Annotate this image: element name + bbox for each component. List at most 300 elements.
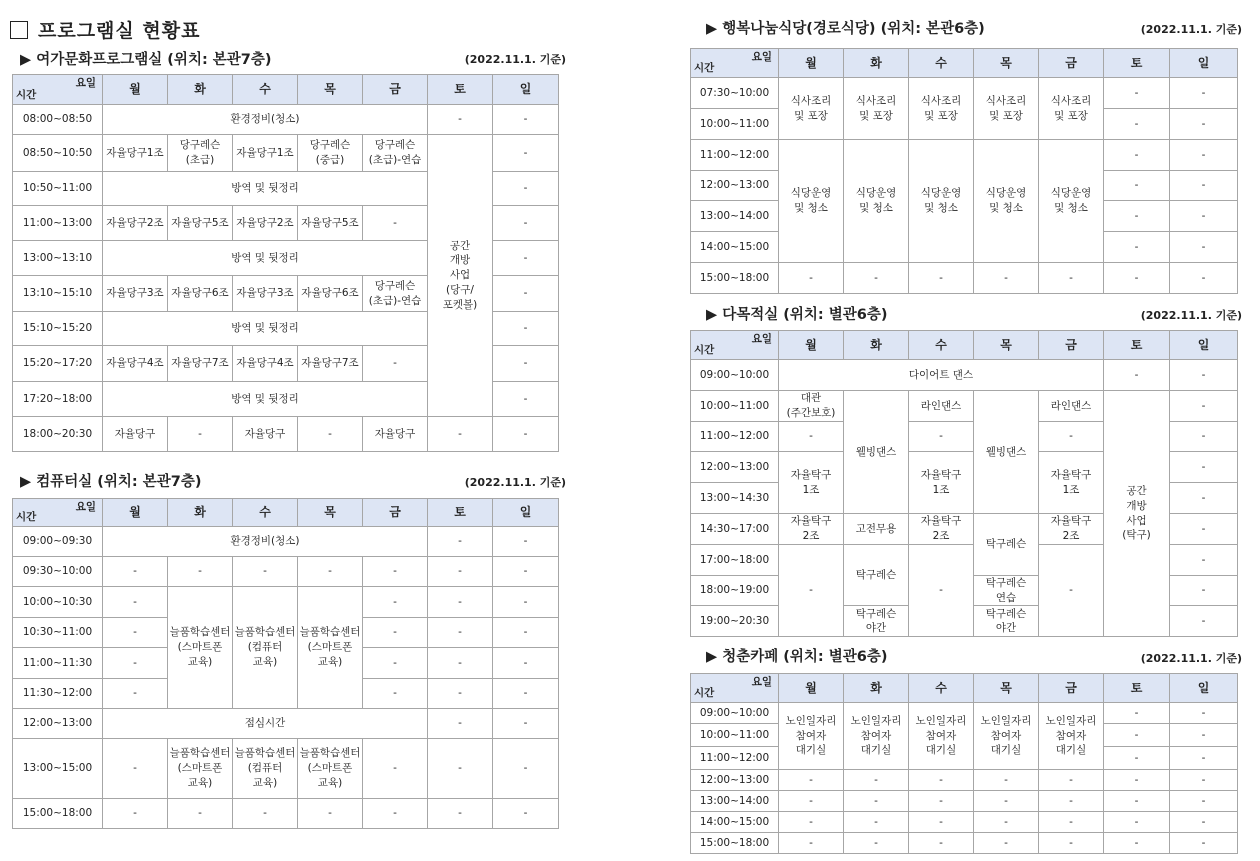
- schedule-cell: 늘품학습센터 (컴퓨터 교육): [233, 739, 298, 799]
- header-corner-time-label: 시간: [694, 62, 715, 75]
- schedule-cell: 식사조리 및 포장: [1039, 78, 1104, 140]
- schedule-cell: -: [493, 417, 559, 452]
- header-corner-day-label: 요일: [751, 676, 772, 688]
- schedule-cell: -: [493, 618, 559, 648]
- schedule-cell: 식당운영 및 청소: [1039, 140, 1104, 263]
- schedule-cell: -: [1170, 483, 1238, 514]
- table-row: [691, 833, 1238, 854]
- schedule-cell: -: [1170, 263, 1238, 294]
- schedule-cell: 라인댄스: [1039, 391, 1104, 422]
- table-row: [13, 135, 559, 172]
- schedule-cell: -: [1170, 514, 1238, 545]
- schedule-cell: -: [909, 422, 974, 452]
- time-slot-cell: 09:00~10:00: [691, 703, 779, 724]
- header-corner-time-label: 시간: [694, 344, 715, 357]
- schedule-cell: -: [1104, 109, 1170, 140]
- section-title-leisure: ▶ 여가문화프로그램실 (위치: 본관7층): [20, 52, 272, 68]
- schedule-cell: -: [844, 263, 909, 294]
- schedule-cell: 라인댄스: [909, 391, 974, 422]
- time-slot-cell: 08:50~10:50: [13, 135, 103, 172]
- schedule-cell: -: [428, 527, 493, 557]
- schedule-cell: -: [493, 709, 559, 739]
- time-slot-cell: 10:00~11:00: [691, 724, 779, 747]
- schedule-cell: -: [363, 648, 428, 679]
- schedule-cell: -: [1104, 833, 1170, 854]
- schedule-cell: -: [428, 618, 493, 648]
- table-multipurpose-room: [690, 330, 1238, 637]
- day-header: 금: [1039, 49, 1104, 78]
- schedule-cell: -: [428, 587, 493, 618]
- day-header: 토: [1104, 674, 1170, 703]
- table-row: [691, 703, 1238, 724]
- schedule-cell: -: [103, 799, 168, 829]
- schedule-cell: -: [363, 346, 428, 382]
- day-header: 목: [298, 75, 363, 105]
- schedule-cell: 탁구레슨: [974, 514, 1039, 576]
- schedule-cell: 자율당구4조: [103, 346, 168, 382]
- schedule-cell: -: [974, 770, 1039, 791]
- schedule-cell: -: [363, 799, 428, 829]
- header-corner: [13, 499, 103, 527]
- schedule-cell: 탁구레슨 야간: [844, 606, 909, 637]
- schedule-cell: -: [1170, 140, 1238, 171]
- time-slot-cell: 13:10~15:10: [13, 276, 103, 312]
- time-slot-cell: 15:00~18:00: [691, 833, 779, 854]
- schedule-cell: -: [103, 557, 168, 587]
- day-header: 목: [974, 674, 1039, 703]
- schedule-cell: -: [1170, 201, 1238, 232]
- header-corner: [13, 75, 103, 105]
- schedule-cell: -: [233, 799, 298, 829]
- schedule-cell: 방역 및 뒷정리: [103, 241, 428, 276]
- schedule-cell: -: [298, 417, 363, 452]
- schedule-cell: -: [909, 263, 974, 294]
- time-slot-cell: 13:00~14:00: [691, 791, 779, 812]
- schedule-cell: -: [779, 833, 844, 854]
- time-slot-cell: 09:00~09:30: [13, 527, 103, 557]
- schedule-cell: -: [363, 618, 428, 648]
- day-header: 월: [103, 75, 168, 105]
- schedule-cell: -: [1170, 724, 1238, 747]
- day-header: 토: [428, 499, 493, 527]
- day-header: 수: [233, 499, 298, 527]
- header-corner-day-label: 요일: [751, 333, 772, 345]
- schedule-cell: 탁구레슨 야간: [974, 606, 1039, 637]
- schedule-cell: -: [1039, 812, 1104, 833]
- schedule-cell: -: [493, 276, 559, 312]
- schedule-cell: -: [103, 679, 168, 709]
- schedule-cell: -: [1170, 452, 1238, 483]
- section-title-cafe: ▶ 청춘카페 (위치: 별관6층): [706, 649, 888, 665]
- schedule-cell: 노인일자리 참여자 대기실: [1039, 703, 1104, 770]
- schedule-cell: 자율당구1조: [103, 135, 168, 172]
- schedule-cell: 식사조리 및 포장: [844, 78, 909, 140]
- schedule-cell: 공간 개방 사업 (당구/ 포켓볼): [428, 135, 493, 417]
- section-date-leisure: (2022.11.1. 기준): [464, 53, 566, 66]
- schedule-cell: -: [363, 557, 428, 587]
- schedule-cell: -: [103, 587, 168, 618]
- time-slot-cell: 15:10~15:20: [13, 312, 103, 346]
- schedule-cell: -: [974, 263, 1039, 294]
- header-corner-day-label: 요일: [75, 77, 96, 89]
- schedule-cell: -: [1170, 606, 1238, 637]
- schedule-cell: -: [1104, 770, 1170, 791]
- schedule-cell: -: [103, 739, 168, 799]
- day-header: 금: [1039, 331, 1104, 360]
- schedule-cell: 고전무용: [844, 514, 909, 545]
- day-header: 월: [779, 331, 844, 360]
- schedule-cell: -: [779, 263, 844, 294]
- schedule-cell: -: [493, 587, 559, 618]
- schedule-cell: -: [103, 648, 168, 679]
- schedule-cell: -: [779, 812, 844, 833]
- table-row: [691, 770, 1238, 791]
- schedule-cell: -: [1170, 232, 1238, 263]
- schedule-cell: -: [493, 312, 559, 346]
- schedule-cell: -: [493, 105, 559, 135]
- day-header: 화: [844, 674, 909, 703]
- time-slot-cell: 11:30~12:00: [13, 679, 103, 709]
- day-header: 일: [1170, 331, 1238, 360]
- schedule-cell: 환경정비(청소): [103, 527, 428, 557]
- schedule-cell: -: [1104, 747, 1170, 770]
- schedule-cell: -: [1039, 263, 1104, 294]
- time-slot-cell: 08:00~08:50: [13, 105, 103, 135]
- schedule-cell: -: [1170, 770, 1238, 791]
- day-header: 일: [1170, 49, 1238, 78]
- day-header: 월: [779, 49, 844, 78]
- table-row: [13, 417, 559, 452]
- schedule-cell: 자율당구: [363, 417, 428, 452]
- day-header: 일: [493, 499, 559, 527]
- schedule-cell: -: [168, 799, 233, 829]
- schedule-cell: 웰빙댄스: [974, 391, 1039, 514]
- schedule-cell: -: [974, 833, 1039, 854]
- time-slot-cell: 10:00~11:00: [691, 391, 779, 422]
- header-corner: [691, 674, 779, 703]
- schedule-cell: -: [298, 799, 363, 829]
- schedule-cell: 공간 개방 사업 (탁구): [1104, 391, 1170, 637]
- schedule-cell: -: [1170, 171, 1238, 201]
- schedule-cell: -: [1170, 391, 1238, 422]
- schedule-cell: -: [428, 799, 493, 829]
- schedule-cell: 식사조리 및 포장: [779, 78, 844, 140]
- schedule-cell: -: [428, 557, 493, 587]
- time-slot-cell: 10:00~11:00: [691, 109, 779, 140]
- schedule-cell: 탁구레슨: [844, 545, 909, 606]
- schedule-cell: 자율당구7조: [168, 346, 233, 382]
- schedule-cell: -: [974, 791, 1039, 812]
- schedule-cell: -: [428, 739, 493, 799]
- schedule-cell: 자율당구7조: [298, 346, 363, 382]
- schedule-cell: 점심시간: [103, 709, 428, 739]
- schedule-cell: -: [1039, 833, 1104, 854]
- time-slot-cell: 17:20~18:00: [13, 382, 103, 417]
- time-slot-cell: 14:00~15:00: [691, 232, 779, 263]
- table-row: [691, 140, 1238, 171]
- schedule-cell: -: [493, 172, 559, 206]
- schedule-cell: -: [1104, 724, 1170, 747]
- schedule-cell: 자율탁구 1조: [1039, 452, 1104, 514]
- schedule-cell: -: [844, 770, 909, 791]
- table-row: [691, 360, 1238, 391]
- day-header: 금: [363, 499, 428, 527]
- schedule-cell: -: [909, 791, 974, 812]
- schedule-cell: -: [1039, 770, 1104, 791]
- schedule-cell: -: [1104, 360, 1170, 391]
- day-header: 수: [909, 331, 974, 360]
- header-corner-time-label: 시간: [694, 687, 715, 700]
- schedule-cell: -: [844, 833, 909, 854]
- schedule-cell: -: [909, 545, 974, 637]
- schedule-cell: 식당운영 및 청소: [974, 140, 1039, 263]
- schedule-cell: 탁구레슨 연습: [974, 576, 1039, 606]
- schedule-cell: -: [1170, 422, 1238, 452]
- day-header: 토: [1104, 49, 1170, 78]
- day-header: 화: [168, 75, 233, 105]
- header-corner-day-label: 요일: [75, 501, 96, 513]
- time-slot-cell: 13:00~13:10: [13, 241, 103, 276]
- schedule-cell: -: [1104, 140, 1170, 171]
- schedule-cell: 당구레슨 (중급): [298, 135, 363, 172]
- schedule-cell: 자율탁구 1조: [909, 452, 974, 514]
- schedule-cell: -: [1170, 703, 1238, 724]
- day-header: 화: [844, 49, 909, 78]
- schedule-cell: 식당운영 및 청소: [779, 140, 844, 263]
- schedule-cell: -: [168, 417, 233, 452]
- time-slot-cell: 12:00~13:00: [13, 709, 103, 739]
- time-slot-cell: 10:30~11:00: [13, 618, 103, 648]
- time-slot-cell: 13:00~15:00: [13, 739, 103, 799]
- table-row: [13, 557, 559, 587]
- schedule-cell: -: [298, 557, 363, 587]
- schedule-cell: 방역 및 뒷정리: [103, 172, 428, 206]
- schedule-cell: 당구레슨 (초급): [168, 135, 233, 172]
- schedule-cell: 노인일자리 참여자 대기실: [974, 703, 1039, 770]
- schedule-cell: -: [493, 648, 559, 679]
- schedule-cell: 자율당구4조: [233, 346, 298, 382]
- schedule-cell: -: [363, 739, 428, 799]
- time-slot-cell: 11:00~12:00: [691, 747, 779, 770]
- schedule-cell: -: [1170, 833, 1238, 854]
- schedule-cell: 웰빙댄스: [844, 391, 909, 514]
- schedule-cell: 자율당구: [233, 417, 298, 452]
- time-slot-cell: 18:00~19:00: [691, 576, 779, 606]
- schedule-cell: -: [909, 833, 974, 854]
- schedule-cell: -: [909, 812, 974, 833]
- schedule-cell: -: [1039, 545, 1104, 637]
- schedule-cell: 늘품학습센터 (컴퓨터 교육): [233, 587, 298, 709]
- checkbox-icon: [10, 21, 28, 39]
- schedule-cell: 당구레슨 (초급)-연습: [363, 135, 428, 172]
- header-corner: [691, 331, 779, 360]
- schedule-cell: -: [1104, 171, 1170, 201]
- table-leisure-room: [12, 74, 559, 452]
- schedule-cell: 늘품학습센터 (스마트폰 교육): [168, 739, 233, 799]
- time-slot-cell: 07:30~10:00: [691, 78, 779, 109]
- schedule-cell: -: [1039, 791, 1104, 812]
- schedule-cell: 식사조리 및 포장: [974, 78, 1039, 140]
- time-slot-cell: 10:50~11:00: [13, 172, 103, 206]
- schedule-cell: 노인일자리 참여자 대기실: [909, 703, 974, 770]
- day-header: 수: [233, 75, 298, 105]
- section-date-multipurpose: (2022.11.1. 기준): [1140, 309, 1242, 322]
- table-row: [691, 263, 1238, 294]
- schedule-cell: -: [909, 770, 974, 791]
- schedule-cell: -: [779, 422, 844, 452]
- schedule-cell: 늘품학습센터 (스마트폰 교육): [298, 739, 363, 799]
- schedule-cell: 식당운영 및 청소: [844, 140, 909, 263]
- time-slot-cell: 12:00~13:00: [691, 452, 779, 483]
- schedule-cell: 자율당구6조: [298, 276, 363, 312]
- table-row: [13, 799, 559, 829]
- schedule-cell: 자율당구3조: [103, 276, 168, 312]
- schedule-cell: 자율당구5조: [298, 206, 363, 241]
- schedule-cell: -: [1104, 201, 1170, 232]
- time-slot-cell: 15:00~18:00: [13, 799, 103, 829]
- header-corner-time-label: 시간: [16, 89, 37, 102]
- day-header: 목: [298, 499, 363, 527]
- schedule-cell: -: [493, 739, 559, 799]
- schedule-cell: -: [1104, 703, 1170, 724]
- schedule-cell: 당구레슨 (초급)-연습: [363, 276, 428, 312]
- table-row: [13, 587, 559, 618]
- schedule-cell: 노인일자리 참여자 대기실: [844, 703, 909, 770]
- table-row: [13, 527, 559, 557]
- section-title-dining: ▶ 행복나눔식당(경로식당) (위치: 본관6층): [706, 21, 985, 37]
- schedule-cell: -: [1170, 360, 1238, 391]
- schedule-cell: 자율당구2조: [103, 206, 168, 241]
- day-header: 목: [974, 331, 1039, 360]
- schedule-cell: 식당운영 및 청소: [909, 140, 974, 263]
- schedule-cell: 자율탁구 2조: [909, 514, 974, 545]
- schedule-cell: 자율당구3조: [233, 276, 298, 312]
- time-slot-cell: 09:00~10:00: [691, 360, 779, 391]
- header-corner-time-label: 시간: [16, 511, 37, 524]
- schedule-cell: -: [363, 587, 428, 618]
- schedule-cell: 자율당구: [103, 417, 168, 452]
- time-slot-cell: 11:00~11:30: [13, 648, 103, 679]
- schedule-cell: -: [779, 791, 844, 812]
- schedule-cell: -: [428, 105, 493, 135]
- schedule-cell: -: [168, 557, 233, 587]
- section-date-computer: (2022.11.1. 기준): [464, 476, 566, 489]
- schedule-cell: -: [363, 679, 428, 709]
- section-title-multipurpose: ▶ 다목적실 (위치: 별관6층): [706, 307, 888, 323]
- schedule-cell: -: [1039, 422, 1104, 452]
- time-slot-cell: 15:20~17:20: [13, 346, 103, 382]
- table-row: [13, 709, 559, 739]
- time-slot-cell: 12:00~13:00: [691, 770, 779, 791]
- day-header: 금: [363, 75, 428, 105]
- schedule-cell: -: [363, 206, 428, 241]
- day-header: 목: [974, 49, 1039, 78]
- schedule-cell: 늘품학습센터 (스마트폰 교육): [298, 587, 363, 709]
- table-row: [691, 812, 1238, 833]
- schedule-cell: -: [493, 346, 559, 382]
- schedule-cell: -: [233, 557, 298, 587]
- section-date-cafe: (2022.11.1. 기준): [1140, 652, 1242, 665]
- schedule-cell: -: [1170, 109, 1238, 140]
- schedule-cell: -: [1170, 747, 1238, 770]
- schedule-cell: -: [1170, 576, 1238, 606]
- table-row: [691, 791, 1238, 812]
- schedule-cell: -: [493, 135, 559, 172]
- schedule-cell: 다이어트 댄스: [779, 360, 1104, 391]
- header-corner-day-label: 요일: [751, 51, 772, 63]
- schedule-cell: -: [1104, 263, 1170, 294]
- table-computer-room: [12, 498, 559, 829]
- header-corner: [691, 49, 779, 78]
- schedule-cell: 자율탁구 2조: [1039, 514, 1104, 545]
- table-row: [13, 739, 559, 799]
- section-title-computer: ▶ 컴퓨터실 (위치: 본관7층): [20, 474, 202, 490]
- time-slot-cell: 14:00~15:00: [691, 812, 779, 833]
- schedule-cell: -: [1170, 545, 1238, 576]
- table-youth-cafe: [690, 673, 1238, 854]
- schedule-cell: 자율당구6조: [168, 276, 233, 312]
- day-header: 토: [428, 75, 493, 105]
- schedule-cell: 방역 및 뒷정리: [103, 382, 428, 417]
- time-slot-cell: 11:00~12:00: [691, 422, 779, 452]
- schedule-cell: -: [974, 812, 1039, 833]
- schedule-cell: -: [1170, 812, 1238, 833]
- day-header: 금: [1039, 674, 1104, 703]
- schedule-cell: 식사조리 및 포장: [909, 78, 974, 140]
- schedule-cell: 대관 (주간보호): [779, 391, 844, 422]
- schedule-cell: 방역 및 뒷정리: [103, 312, 428, 346]
- schedule-cell: -: [1170, 78, 1238, 109]
- time-slot-cell: 19:00~20:30: [691, 606, 779, 637]
- schedule-cell: -: [779, 770, 844, 791]
- schedule-cell: -: [844, 791, 909, 812]
- schedule-cell: -: [493, 527, 559, 557]
- schedule-cell: -: [103, 618, 168, 648]
- schedule-cell: -: [1104, 812, 1170, 833]
- schedule-cell: -: [493, 241, 559, 276]
- schedule-cell: -: [428, 709, 493, 739]
- day-header: 화: [844, 331, 909, 360]
- schedule-cell: -: [493, 557, 559, 587]
- schedule-cell: -: [493, 206, 559, 241]
- time-slot-cell: 13:00~14:00: [691, 201, 779, 232]
- time-slot-cell: 15:00~18:00: [691, 263, 779, 294]
- day-header: 토: [1104, 331, 1170, 360]
- schedule-cell: -: [779, 545, 844, 637]
- time-slot-cell: 18:00~20:30: [13, 417, 103, 452]
- section-date-dining: (2022.11.1. 기준): [1140, 23, 1242, 36]
- schedule-cell: 노인일자리 참여자 대기실: [779, 703, 844, 770]
- schedule-cell: 자율당구1조: [233, 135, 298, 172]
- schedule-cell: -: [493, 679, 559, 709]
- time-slot-cell: 11:00~12:00: [691, 140, 779, 171]
- time-slot-cell: 09:30~10:00: [13, 557, 103, 587]
- day-header: 일: [493, 75, 559, 105]
- day-header: 화: [168, 499, 233, 527]
- schedule-cell: -: [1104, 78, 1170, 109]
- schedule-cell: -: [493, 382, 559, 417]
- time-slot-cell: 14:30~17:00: [691, 514, 779, 545]
- schedule-cell: -: [428, 679, 493, 709]
- table-row: [691, 78, 1238, 109]
- day-header: 일: [1170, 674, 1238, 703]
- schedule-cell: 환경정비(청소): [103, 105, 428, 135]
- schedule-cell: -: [1104, 232, 1170, 263]
- schedule-cell: -: [1170, 791, 1238, 812]
- time-slot-cell: 11:00~13:00: [13, 206, 103, 241]
- schedule-cell: -: [844, 812, 909, 833]
- time-slot-cell: 13:00~14:30: [691, 483, 779, 514]
